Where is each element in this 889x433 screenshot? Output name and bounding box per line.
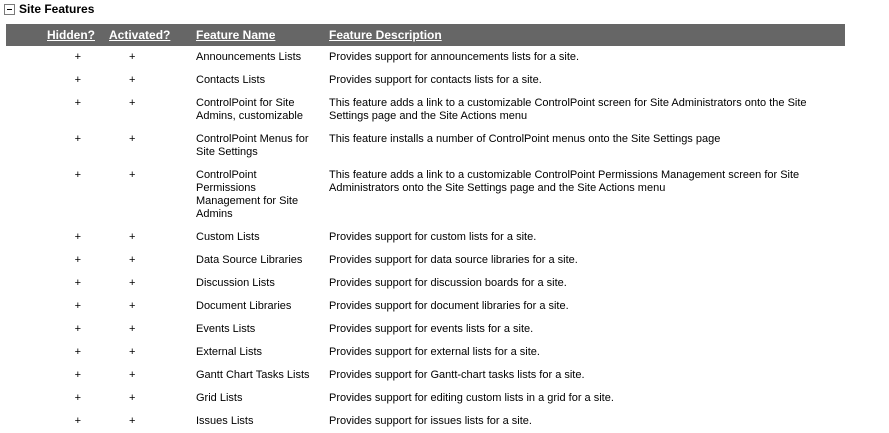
hidden-flag: + [74,415,81,427]
hidden-flag: + [74,392,81,404]
activated-flag: + [129,415,136,427]
feature-description: Provides support for issues lists for a site. [329,415,532,427]
feature-description: Provides support for discussion boards for a site. [329,277,567,289]
feature-name: ControlPoint Permissions Management for Site Admins [196,169,299,220]
feature-name: External Lists [196,346,263,358]
feature-description: Provides support for Gantt-chart tasks lists for a site. [329,369,585,381]
feature-description: Provides support for custom lists for a site. [329,231,537,243]
table-row [6,295,845,318]
table-header [6,24,845,46]
feature-description: Provides support for external lists for a site. [329,346,540,358]
hidden-flag: + [74,346,81,358]
hidden-flag: + [74,74,81,86]
table-row [6,69,845,92]
activated-flag: + [129,169,136,181]
feature-description: Provides support for editing custom lists in a grid for a site. [329,392,614,404]
feature-name: ControlPoint Menus for Site Settings [196,133,309,158]
feature-name: Custom Lists [196,231,260,243]
feature-name: Grid Lists [196,392,243,404]
table-row [6,387,845,410]
table-row [6,92,845,128]
column-header-activated[interactable]: Activated? [109,27,171,42]
column-header-hidden[interactable]: Hidden? [47,27,95,42]
activated-flag: + [129,133,136,145]
hidden-flag: + [74,254,81,266]
section-header [4,2,94,16]
activated-flag: + [129,346,136,358]
activated-flag: + [129,323,136,335]
activated-flag: + [129,254,136,266]
activated-flag: + [129,231,136,243]
feature-description: Provides support for events lists for a site. [329,323,534,335]
feature-description: Provides support for contacts lists for a site. [329,74,542,86]
hidden-flag: + [74,277,81,289]
feature-name: ControlPoint for Site Admins, customizable [196,97,303,122]
table-row [6,318,845,341]
activated-flag: + [129,300,136,312]
feature-description: This feature adds a link to a customizable ControlPoint screen for Site Administrators onto the Site Settings page and the Site Actions menu [329,97,807,122]
feature-table-body [6,46,845,433]
hidden-flag: + [74,133,81,145]
feature-description: This feature adds a link to a customizable ControlPoint Permissions Management screen for Site Administrators onto the Site Settings page and the Site Actions menu [329,169,800,194]
feature-name: Gantt Chart Tasks Lists [196,369,310,381]
activated-flag: + [129,51,136,63]
hidden-flag: + [74,97,81,109]
activated-flag: + [129,97,136,109]
table-row [6,249,845,272]
section-title: Site Features [19,2,95,16]
hidden-flag: + [74,169,81,181]
feature-description: Provides support for data source libraries for a site. [329,254,578,266]
feature-description: Provides support for document libraries for a site. [329,300,569,312]
feature-name: Document Libraries [196,300,292,312]
feature-name: Discussion Lists [196,277,275,289]
feature-name: Data Source Libraries [196,254,303,266]
table-row [6,46,845,69]
table-row [6,128,845,164]
table-row [6,164,845,226]
hidden-flag: + [74,51,81,63]
hidden-flag: + [74,369,81,381]
hidden-flag: + [74,323,81,335]
column-header-feature-name[interactable]: Feature Name [196,27,276,42]
table-row [6,226,845,249]
feature-name: Events Lists [196,323,256,335]
activated-flag: + [129,392,136,404]
activated-flag: + [129,369,136,381]
feature-description: This feature installs a number of ControlPoint menus onto the Site Settings page [329,133,721,145]
table-row [6,272,845,295]
collapse-minus-icon[interactable] [4,4,15,15]
hidden-flag: + [74,231,81,243]
column-header-feature-description[interactable]: Feature Description [329,27,442,42]
table-row [6,364,845,387]
feature-name: Announcements Lists [196,51,302,63]
table-row [6,341,845,364]
feature-name: Issues Lists [196,415,254,427]
site-features-table [6,24,845,433]
table-row [6,410,845,433]
feature-name: Contacts Lists [196,74,266,86]
activated-flag: + [129,277,136,289]
hidden-flag: + [74,300,81,312]
table-header-row [6,24,845,46]
activated-flag: + [129,74,136,86]
feature-description: Provides support for announcements lists for a site. [329,51,580,63]
